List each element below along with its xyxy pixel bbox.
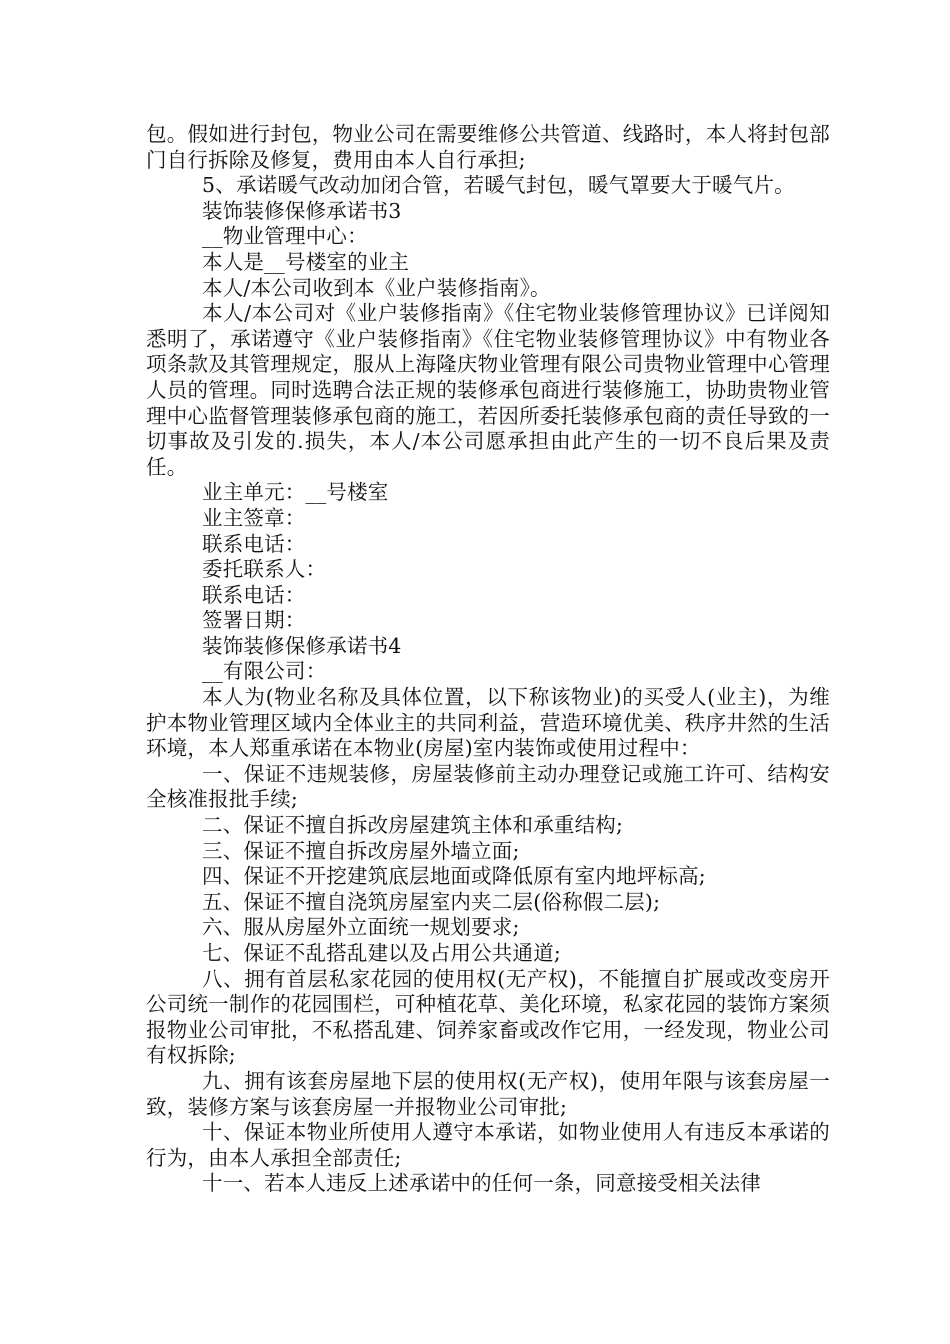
section-heading: 装饰装修保修承诺书3 [202, 198, 402, 223]
section-heading: 装饰装修保修承诺书4 [202, 633, 402, 658]
paragraph: 包。假如进行封包，物业公司在需要维修公共管道、线路时，本人将封包部门自行拆除及修复，费用由本人自行承担; [146, 122, 830, 172]
form-field-contact-person: 委托联系人： [202, 557, 327, 582]
list-item: 十一、若本人违反上述承诺中的任何一条，同意接受相关法律 [202, 1171, 761, 1196]
form-field-owner-signature: 业主签章： [202, 505, 306, 530]
list-item: 九、拥有该套房屋地下层的使用权(无产权)，使用年限与该套房屋一致，装修方案与该套房屋一并报物业公司审批; [146, 1068, 830, 1119]
paragraph: 本人/本公司收到本《业户装修指南》。 [202, 275, 551, 300]
paragraph: 5、承诺暖气改动加闭合管，若暖气封包，暖气罩要大于暖气片。 [202, 173, 795, 198]
form-field-phone: 联系电话： [202, 582, 306, 607]
list-item: 六、服从房屋外立面统一规划要求; [202, 915, 520, 940]
list-item: 八、拥有首层私家花园的使用权(无产权)，不能擅自扩展或改变房开公司统一制作的花园围栏，可种植花草、美化环境，私家花园的装饰方案须报物业公司审批，不私搭乱建、饲养家畜或改作它用，一经发现，物业公司有权拆除; [146, 966, 830, 1068]
form-field-owner-unit: 业主单元：__号楼室 [202, 480, 389, 505]
document-body [146, 122, 830, 1197]
addressee: __物业管理中心： [202, 224, 368, 249]
list-item: 三、保证不擅自拆改房屋外墙立面; [202, 838, 520, 863]
list-item: 五、保证不擅自浇筑房屋室内夹二层(俗称假二层); [202, 889, 661, 914]
list-item: 十、保证本物业所使用人遵守本承诺，如物业使用人有违反本承诺的行为，由本人承担全部责任; [146, 1120, 830, 1170]
paragraph: 本人为(物业名称及具体位置，以下称该物业)的买受人(业主)，为维护本物业管理区域内全体业主的共同利益，营造环境优美、秩序井然的生活环境，本人郑重承诺在本物业(房屋)室内装饰或使用过程中： [146, 685, 830, 761]
form-field-phone: 联系电话： [202, 531, 306, 556]
list-item: 四、保证不开挖建筑底层地面或降低原有室内地坪标高; [202, 864, 706, 889]
paragraph: 本人是__号楼室的业主 [202, 249, 410, 274]
list-item: 二、保证不擅自拆改房屋建筑主体和承重结构; [202, 813, 624, 838]
list-item: 一、保证不违规装修，房屋装修前主动办理登记或施工许可、结构安全核准报批手续; [146, 761, 830, 812]
list-item: 七、保证不乱搭乱建以及占用公共通道; [202, 941, 562, 965]
form-field-sign-date: 签署日期： [202, 608, 306, 633]
paragraph: 本人/本公司对《业户装修指南》《住宅物业装修管理协议》已详阅知悉明了，承诺遵守《业户装修指南》《住宅物业装修管理协议》中有物业各项条款及其管理规定，服从上海隆庆物业管理有限公司贵物业管理中心管理人员的管理。同时选聘合法正规的装修承包商进行装修施工，协助贵物业管理中心监督管理装修承包商的施工，若因所委托装修承包商的责任导致的一切事故及引发的.损失，本人/本公司愿承担由此产生的一切不良后果及责任。 [146, 301, 830, 479]
addressee: __有限公司： [202, 659, 327, 684]
